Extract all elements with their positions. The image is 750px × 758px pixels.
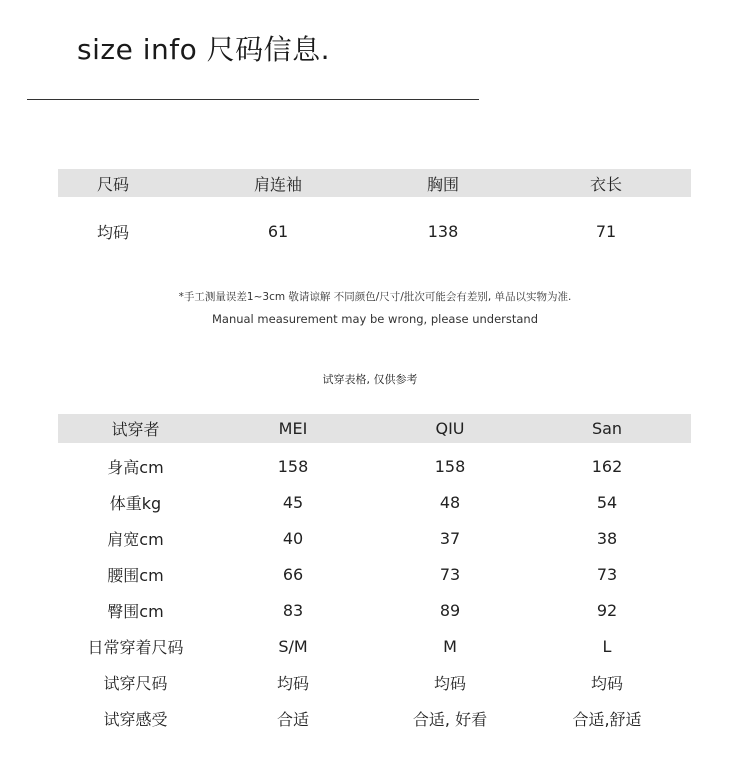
mei-value: 158 (277, 456, 309, 476)
size-value: 均码 (96, 222, 129, 242)
san-value: 合适,舒适 (572, 709, 642, 729)
row-label: 臀围cm (107, 601, 164, 621)
length-value: 71 (595, 221, 617, 241)
mei-value: 66 (282, 564, 304, 584)
size-table-header (58, 169, 691, 197)
row-label: 肩宽cm (107, 529, 164, 549)
san-value: 73 (596, 564, 618, 584)
size-table (58, 169, 691, 249)
header-qiu: QIU (435, 419, 465, 438)
san-value: 均码 (590, 673, 623, 693)
row-label: 腰围cm (107, 565, 164, 585)
san-value: 38 (596, 528, 618, 548)
shoulder-sleeve-value: 61 (267, 221, 289, 241)
table-row (58, 628, 691, 664)
header-size: 尺码 (96, 174, 129, 194)
row-label: 体重kg (109, 493, 162, 513)
header-tester: 试穿者 (111, 420, 160, 439)
row-label: 日常穿着尺码 (87, 637, 184, 657)
page-title: size info 尺码信息. (77, 33, 331, 66)
qiu-value: 73 (439, 564, 461, 584)
san-value: 92 (596, 600, 618, 620)
mei-value: 45 (282, 492, 304, 512)
chest-value: 138 (427, 221, 459, 241)
san-value: L (602, 636, 612, 656)
try-on-heading: 试穿表格, 仅供参考 (322, 373, 418, 386)
qiu-value: 48 (439, 492, 461, 512)
table-row (58, 700, 691, 736)
mei-value: 合适 (276, 709, 309, 729)
table-row (58, 484, 691, 520)
try-on-table (58, 414, 691, 736)
title-divider (27, 99, 479, 100)
qiu-value: 合适, 好看 (412, 709, 488, 729)
qiu-value: 158 (434, 456, 466, 476)
header-chest: 胸围 (426, 174, 459, 194)
san-value: 54 (596, 492, 618, 512)
mei-value: 40 (282, 528, 304, 548)
qiu-value: 89 (439, 600, 461, 620)
header-mei: MEI (278, 419, 308, 438)
mei-value: 均码 (276, 673, 309, 693)
try-on-table-header (58, 414, 691, 443)
san-value: 162 (591, 456, 623, 476)
measurement-note-en: Manual measurement may be wrong, please understand (211, 312, 539, 326)
table-row (58, 556, 691, 592)
measurement-note-cn: *手工测量误差1~3cm 敬请谅解 不同颜色/尺寸/批次可能会有差别, 单品以实物为准. (178, 291, 572, 303)
table-row (58, 448, 691, 484)
qiu-value: 37 (439, 528, 461, 548)
table-row (58, 213, 691, 249)
mei-value: 83 (282, 600, 304, 620)
mei-value: S/M (278, 636, 308, 656)
row-label: 身高cm (107, 457, 164, 477)
table-row (58, 592, 691, 628)
header-shoulder-sleeve: 肩连袖 (253, 174, 302, 194)
header-san: San (591, 419, 623, 438)
qiu-value: M (443, 636, 457, 656)
row-label: 试穿感受 (103, 709, 168, 729)
table-row (58, 664, 691, 700)
header-length: 衣长 (589, 174, 622, 194)
qiu-value: 均码 (433, 673, 466, 693)
table-row (58, 520, 691, 556)
row-label: 试穿尺码 (103, 673, 168, 693)
